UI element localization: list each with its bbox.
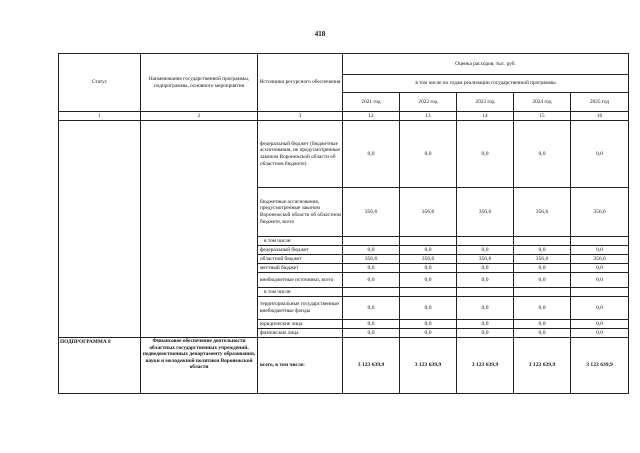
value-cell: 0,0 [343, 121, 400, 188]
value-cell: 0,0 [514, 320, 571, 329]
value-cell: 0,0 [571, 320, 629, 329]
value-cell: 0,0 [343, 320, 400, 329]
source-cell: внебюджетные источники, всего [258, 273, 343, 288]
value-cell: 356,6 [457, 188, 514, 237]
header-sources: Источники ресурсного обеспечения [258, 54, 343, 112]
source-cell: всего, в том числе: [258, 338, 343, 394]
value-cell: 0,0 [571, 246, 629, 255]
value-cell: 3 123 639,9 [514, 338, 571, 394]
source-cell: юридические лица [258, 320, 343, 329]
budget-table [58, 53, 629, 394]
value-cell: 3 123 639,9 [400, 338, 457, 394]
value-cell: 0,0 [400, 329, 457, 338]
value-cell: 0,0 [457, 121, 514, 188]
source-cell: федеральный бюджет [258, 246, 343, 255]
value-cell: 0,0 [514, 264, 571, 273]
value-cell: 0,0 [400, 121, 457, 188]
value-cell [343, 288, 400, 297]
value-cell: 0,0 [514, 246, 571, 255]
header-year: 2025 год [571, 93, 629, 112]
value-cell: 356,6 [400, 255, 457, 264]
value-cell [400, 237, 457, 246]
value-cell: 3 123 639,9 [343, 338, 400, 394]
value-cell: 0,0 [457, 320, 514, 329]
source-cell: физические лица [258, 329, 343, 338]
value-cell [457, 288, 514, 297]
value-cell: 0,0 [343, 329, 400, 338]
value-cell: 356,6 [343, 188, 400, 237]
value-cell: 0,0 [571, 273, 629, 288]
value-cell: 0,0 [400, 246, 457, 255]
source-cell: бюджетные ассигнования, предусмотренные законом Воронежской области об областном бюджете, всего [258, 188, 343, 237]
header-year: 2023 год [457, 93, 514, 112]
header-year: 2022 год [400, 93, 457, 112]
header-year: 2021 год [343, 93, 400, 112]
value-cell: 0,0 [571, 121, 629, 188]
header-program-name: Наименование государственной программы, подпрограммы, основного мероприятия [141, 54, 258, 112]
subprogram-status: ПОДПРОГРАММА 8 [59, 338, 141, 394]
source-cell: областной бюджет [258, 255, 343, 264]
value-cell: 356,6 [514, 255, 571, 264]
value-cell: 0,0 [457, 246, 514, 255]
source-cell: в том числе: [258, 288, 343, 297]
column-number: 1 [59, 112, 141, 121]
value-cell: 0,0 [400, 264, 457, 273]
column-number: 13 [400, 112, 457, 121]
header-status: Статус [59, 54, 141, 112]
value-cell [514, 288, 571, 297]
source-cell: местный бюджет [258, 264, 343, 273]
value-cell [571, 237, 629, 246]
value-cell [514, 237, 571, 246]
subprogram-name: Финансовое обеспечение деятельности областных государственных учреждений, подведомственных департаменту образования, науки и молодежной политики Воронежской области [141, 338, 258, 394]
value-cell: 0,0 [343, 264, 400, 273]
column-number: 16 [571, 112, 629, 121]
value-cell: 0,0 [457, 329, 514, 338]
header-estimate: Оценка расходов, тыс. руб. [343, 54, 629, 75]
value-cell [571, 288, 629, 297]
column-number: 14 [457, 112, 514, 121]
value-cell: 0,0 [400, 297, 457, 320]
status-cell [59, 121, 141, 338]
value-cell: 0,0 [514, 329, 571, 338]
column-number: 3 [258, 112, 343, 121]
value-cell: 0,0 [400, 273, 457, 288]
value-cell: 0,0 [514, 273, 571, 288]
value-cell: 3 123 639,9 [457, 338, 514, 394]
value-cell: 0,0 [343, 297, 400, 320]
header-including-years: в том числе по годам реализации государственной программы [343, 75, 629, 93]
value-cell: 0,0 [514, 297, 571, 320]
value-cell: 356,6 [457, 255, 514, 264]
column-number: 12 [343, 112, 400, 121]
column-number: 15 [514, 112, 571, 121]
value-cell: 0,0 [343, 273, 400, 288]
value-cell: 0,0 [457, 297, 514, 320]
value-cell: 0,0 [514, 121, 571, 188]
value-cell [457, 237, 514, 246]
header-year: 2024 год [514, 93, 571, 112]
column-number: 2 [141, 112, 258, 121]
value-cell: 356,6 [571, 255, 629, 264]
page-number: 418 [314, 30, 326, 38]
value-cell [343, 237, 400, 246]
subprogram-row [59, 338, 629, 394]
value-cell: 356,6 [343, 255, 400, 264]
value-cell: 0,0 [400, 320, 457, 329]
value-cell: 356,6 [514, 188, 571, 237]
source-cell: территориальные государственные внебюджетные фонды [258, 297, 343, 320]
value-cell: 0,0 [343, 246, 400, 255]
value-cell: 356,6 [400, 188, 457, 237]
value-cell: 0,0 [571, 297, 629, 320]
value-cell [400, 288, 457, 297]
value-cell: 3 123 639,9 [571, 338, 629, 394]
value-cell: 0,0 [457, 273, 514, 288]
table-row [59, 121, 629, 188]
source-cell: в том числе: [258, 237, 343, 246]
program-name-cell [141, 121, 258, 338]
value-cell: 0,0 [457, 264, 514, 273]
value-cell: 356,6 [571, 188, 629, 237]
value-cell: 0,0 [571, 329, 629, 338]
source-cell: федеральный бюджет (бюджетные ассигнования, не предусмотренные законом Воронежской области об областном бюджете) [258, 121, 343, 188]
value-cell: 0,0 [571, 264, 629, 273]
